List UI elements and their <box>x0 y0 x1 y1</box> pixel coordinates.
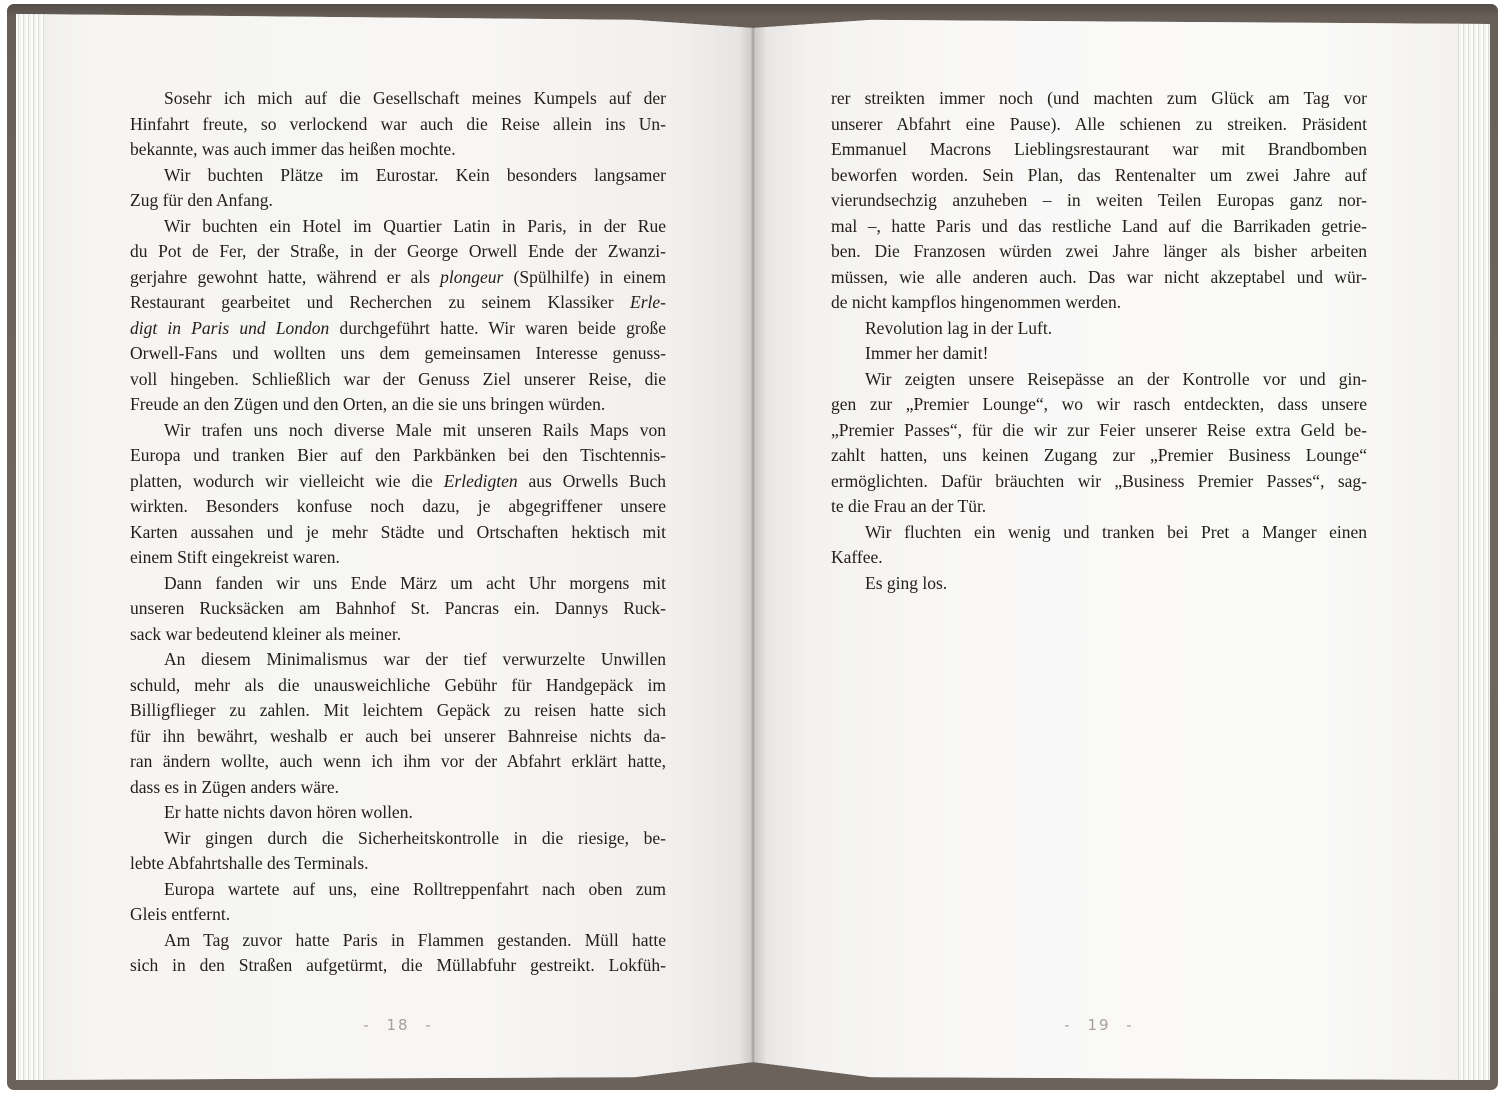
text-line <box>130 494 666 520</box>
text-segment: Immer her damit! <box>865 343 989 363</box>
text-segment: Sosehr ich mich auf die Gesellschaft meines Kumpels auf der <box>164 88 666 108</box>
text-segment: te die Frau an der Tür. <box>831 496 987 516</box>
left-page-number: - 18 - <box>363 1016 433 1034</box>
text-segment: Wir buchten ein Hotel im Quartier Latin in Paris, in der Rue <box>164 215 666 236</box>
text-line <box>130 596 666 622</box>
text-segment: lebte Abfahrtshalle des Terminals. <box>130 853 369 873</box>
text-segment: Revolution lag in der Luft. <box>865 317 1053 338</box>
text-segment: du Pot de Fer, der Straße, in der George Orwell Ende der Zwanzi- <box>130 241 666 261</box>
text-segment: de nicht kampflos hingenommen werden. <box>831 292 1122 312</box>
text-line <box>130 367 666 393</box>
text-line <box>130 724 666 750</box>
text-line <box>130 673 666 699</box>
text-line <box>831 214 1367 240</box>
text-segment: für ihn bewährt, weshalb er auch bei unserer Bahnreise nichts da- <box>130 725 666 746</box>
text-line <box>831 163 1367 189</box>
text-segment: Emmanuel Macrons Lieblingsrestaurant war mit Brandbomben <box>831 139 1367 159</box>
text-line <box>831 571 1367 597</box>
text-segment: Europa wartete auf uns, eine Rolltreppenfahrt nach oben zum <box>164 878 666 899</box>
text-line <box>130 698 666 724</box>
text-line <box>831 469 1367 495</box>
text-line <box>130 290 666 316</box>
text-segment: Kaffee. <box>831 547 883 567</box>
text-segment: Restaurant gearbeitet und Recherchen zu seinem Klassiker <box>130 292 631 312</box>
text-segment: unseren Rucksäcken am Bahnhof St. Pancras ein. Dannys Ruck- <box>130 598 666 618</box>
text-segment: „Premier Passes“, für die wir zur Feier unserer Reise extra Geld be- <box>831 419 1367 440</box>
text-segment: ran ändern wollte, auch wenn ich ihm vor der Abfahrt erklärt hatte, <box>130 751 666 771</box>
text-line <box>130 214 666 240</box>
text-segment: müssen, wie alle anderen auch. Das war nicht akzeptabel und wür- <box>831 266 1367 287</box>
text-segment: gerjahre gewohnt hatte, während er als <box>130 266 441 287</box>
text-segment: ermöglichten. Dafür bräuchten wir „Business Premier Passes“, sag- <box>831 470 1367 491</box>
text-line <box>130 188 666 214</box>
text-line <box>831 316 1367 342</box>
text-segment: An diesem Minimalismus war der tief verwurzelte Unwillen <box>164 649 666 669</box>
text-segment: aus Orwells Buch <box>517 470 666 491</box>
text-segment: dass es in Zügen anders wäre. <box>130 776 339 797</box>
text-line <box>130 571 666 597</box>
text-line <box>130 112 666 138</box>
text-line <box>130 545 666 571</box>
text-line <box>130 902 666 928</box>
text-line <box>831 494 1367 520</box>
text-line <box>130 520 666 546</box>
text-line <box>130 265 666 291</box>
left-page-text <box>130 86 666 979</box>
text-line <box>831 290 1367 316</box>
text-segment: vierundsechzig anzuheben – in weiten Teilen Europas ganz nor- <box>831 190 1367 210</box>
text-line <box>831 239 1367 265</box>
text-line <box>831 137 1367 163</box>
text-segment: Hinfahrt freute, so verlockend war auch die Reise allein ins Un- <box>130 113 666 134</box>
text-segment: Wir fluchten ein wenig und tranken bei Pret a Manger einen <box>865 521 1367 542</box>
text-line <box>831 392 1367 418</box>
text-line <box>130 826 666 852</box>
text-line <box>130 418 666 444</box>
text-line <box>130 775 666 801</box>
italic-text: Erle- <box>630 292 666 312</box>
text-segment: Wir trafen uns noch diverse Male mit unseren Rails Maps von <box>164 419 666 440</box>
text-segment: Am Tag zuvor hatte Paris in Flammen gestanden. Müll hatte <box>164 929 666 950</box>
text-segment: Wir zeigten unsere Reisepässe an der Kontrolle vor und gin- <box>865 368 1367 389</box>
text-line <box>831 443 1367 469</box>
text-line <box>831 265 1367 291</box>
text-segment: unserer Abfahrt eine Pause). Alle schienen zu streiken. Präsident <box>831 113 1367 134</box>
text-line <box>831 341 1367 367</box>
text-line <box>130 953 666 979</box>
text-segment: Wir buchten Plätze im Eurostar. Kein besonders langsamer <box>164 164 666 185</box>
text-segment: Orwell-Fans und wollten uns dem gemeinsamen Interesse genuss- <box>130 343 666 363</box>
text-line <box>130 749 666 775</box>
italic-text: digt in Paris und London <box>130 317 330 338</box>
text-line <box>130 851 666 877</box>
text-segment: bekannte, was auch immer das heißen mochte. <box>130 139 456 159</box>
italic-text: plongeur <box>440 266 504 287</box>
text-line <box>130 341 666 367</box>
text-segment: rer streikten immer noch (und machten zum Glück am Tag vor <box>831 88 1367 108</box>
right-page-number: - 19 - <box>1064 1016 1134 1034</box>
text-line <box>130 239 666 265</box>
text-segment: Gleis entfernt. <box>130 904 231 924</box>
text-segment: platten, wodurch wir vielleicht wie die <box>130 470 444 491</box>
text-segment: zahlt hatten, uns keinen Zugang zur „Premier Business Lounge“ <box>831 445 1367 465</box>
text-line <box>831 545 1367 571</box>
text-line <box>130 316 666 342</box>
text-segment: sack war bedeutend kleiner als meiner. <box>130 623 402 644</box>
text-segment: (Spülhilfe) in einem <box>503 266 666 287</box>
text-segment: beworfen worden. Sein Plan, das Rentenalter um zwei Jahre auf <box>831 164 1367 185</box>
text-segment: Dann fanden wir uns Ende März um acht Uhr morgens mit <box>164 572 666 593</box>
text-segment: ben. Die Franzosen würden zwei Jahre länger als bisher arbeiten <box>831 241 1367 261</box>
text-segment: schuld, mehr als die unausweichliche Gebühr für Handgepäck im <box>130 674 666 695</box>
text-line <box>831 86 1367 112</box>
text-line <box>130 647 666 673</box>
text-line <box>130 928 666 954</box>
text-segment: einem Stift eingekreist waren. <box>130 547 340 567</box>
text-segment: Es ging los. <box>865 572 948 593</box>
text-segment: Wir gingen durch die Sicherheitskontrolle in die riesige, be- <box>164 827 666 848</box>
text-line <box>130 443 666 469</box>
text-segment: Er hatte nichts davon hören wollen. <box>164 802 413 822</box>
text-line <box>831 520 1367 546</box>
text-line <box>130 392 666 418</box>
page-edges-left <box>16 8 46 1089</box>
text-line <box>130 86 666 112</box>
text-line <box>831 418 1367 444</box>
text-segment: Europa und tranken Bier auf den Parkbänken bei den Tischtennis- <box>130 445 666 465</box>
text-segment: Billigflieger zu zahlen. Mit leichtem Gepäck zu reisen hatte sich <box>130 700 666 720</box>
text-segment: mal –, hatte Paris und das restliche Land auf die Barrikaden getrie- <box>831 215 1367 236</box>
text-segment: voll hingeben. Schließlich war der Genuss Ziel unserer Reise, die <box>130 368 666 389</box>
text-line <box>130 137 666 163</box>
text-segment: durchgeführt hatte. Wir waren beide große <box>329 317 666 338</box>
italic-text: Erledigten <box>443 470 518 491</box>
text-line <box>130 800 666 826</box>
text-segment: Zug für den Anfang. <box>130 190 273 210</box>
text-segment: gen zur „Premier Lounge“, wo wir rasch entdeckten, dass unsere <box>831 394 1367 414</box>
text-line <box>831 188 1367 214</box>
text-segment: Karten aussahen und je mehr Städte und Ortschaften hektisch mit <box>130 521 666 542</box>
text-segment: sich in den Straßen aufgetürmt, die Müllabfuhr gestreikt. Lokfüh- <box>130 955 666 975</box>
text-segment: Freude an den Zügen und den Orten, an die sie uns bringen würden. <box>130 394 606 414</box>
text-line <box>130 163 666 189</box>
text-line <box>831 367 1367 393</box>
text-line <box>130 877 666 903</box>
right-page-text <box>831 86 1367 596</box>
text-line <box>831 112 1367 138</box>
text-line <box>130 622 666 648</box>
text-segment: wirkten. Besonders konfuse noch dazu, je abgegriffener unsere <box>130 496 666 516</box>
page-edges-right <box>1456 8 1490 1089</box>
text-line <box>130 469 666 495</box>
